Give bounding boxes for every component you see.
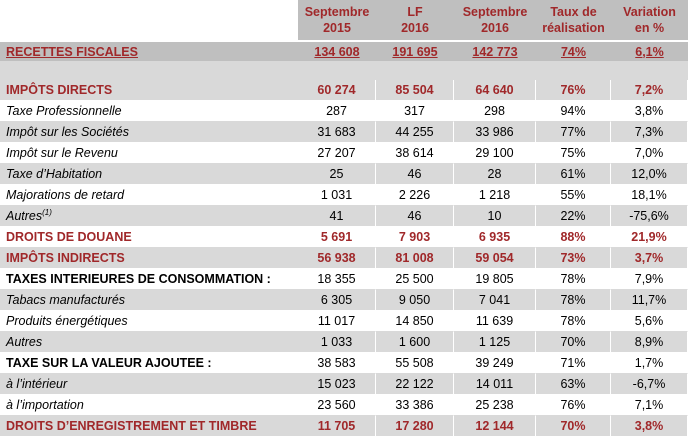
table-row xyxy=(0,269,688,290)
cell-taux: 76% xyxy=(536,395,611,416)
cell-lf-2016: 14 850 xyxy=(376,311,454,332)
cell-sep-2016: 7 041 xyxy=(454,290,536,311)
row-label: Autres xyxy=(0,332,298,353)
cell-lf-2016: 81 008 xyxy=(376,248,454,269)
cell-sep-2016: 298 xyxy=(454,101,536,122)
table-row xyxy=(0,311,688,332)
cell-variation: 7,1% xyxy=(611,395,688,416)
cell-sep-2016: 59 054 xyxy=(454,248,536,269)
cell-lf-2016: 1 600 xyxy=(376,332,454,353)
cell-sep-2016: 142 773 xyxy=(454,42,536,61)
cell-sep-2015: 31 683 xyxy=(298,122,376,143)
cell-taux: 75% xyxy=(536,143,611,164)
cell-sep-2016: 6 935 xyxy=(454,227,536,248)
cell-taux: 76% xyxy=(536,80,611,101)
cell-variation: 7,2% xyxy=(611,80,688,101)
header-blank-cell xyxy=(0,0,298,42)
cell-variation: 3,7% xyxy=(611,248,688,269)
cell-sep-2016: 14 011 xyxy=(454,374,536,395)
cell-taux: 88% xyxy=(536,227,611,248)
cell-variation: -75,6% xyxy=(611,206,688,227)
cell-lf-2016: 46 xyxy=(376,164,454,185)
cell-sep-2015: 41 xyxy=(298,206,376,227)
cell-variation: 5,6% xyxy=(611,311,688,332)
table-row-total xyxy=(0,42,688,61)
cell-sep-2016: 25 238 xyxy=(454,395,536,416)
cell-variation: 21,9% xyxy=(611,227,688,248)
row-label: Produits énergétiques xyxy=(0,311,298,332)
table-row xyxy=(0,143,688,164)
cell-taux: 78% xyxy=(536,269,611,290)
cell-lf-2016: 17 280 xyxy=(376,416,454,437)
cell-lf-2016: 85 504 xyxy=(376,80,454,101)
cell-variation: 11,7% xyxy=(611,290,688,311)
cell-sep-2016: 39 249 xyxy=(454,353,536,374)
row-label: à l’importation xyxy=(0,395,298,416)
cell-variation: -6,7% xyxy=(611,374,688,395)
cell-sep-2015: 27 207 xyxy=(298,143,376,164)
column-header: Septembre 2016 xyxy=(454,0,536,42)
cell-taux: 73% xyxy=(536,248,611,269)
row-label: DROITS DE DOUANE xyxy=(0,227,298,248)
cell-lf-2016: 2 226 xyxy=(376,185,454,206)
cell-sep-2015: 134 608 xyxy=(298,42,376,61)
cell-variation: 7,3% xyxy=(611,122,688,143)
cell-taux: 70% xyxy=(536,416,611,437)
cell-variation: 7,0% xyxy=(611,143,688,164)
cell-sep-2015: 25 xyxy=(298,164,376,185)
cell-taux: 70% xyxy=(536,332,611,353)
cell-sep-2015: 23 560 xyxy=(298,395,376,416)
table-row xyxy=(0,80,688,101)
cell-lf-2016: 44 255 xyxy=(376,122,454,143)
cell-sep-2016: 29 100 xyxy=(454,143,536,164)
cell-sep-2016: 1 218 xyxy=(454,185,536,206)
cell-taux: 94% xyxy=(536,101,611,122)
table-row xyxy=(0,122,688,143)
cell-lf-2016: 25 500 xyxy=(376,269,454,290)
table-row xyxy=(0,290,688,311)
row-label: Impôt sur les Sociétés xyxy=(0,122,298,143)
cell-variation: 18,1% xyxy=(611,185,688,206)
cell-variation: 12,0% xyxy=(611,164,688,185)
table-row xyxy=(0,206,688,227)
row-label: Impôt sur le Revenu xyxy=(0,143,298,164)
cell-sep-2015: 18 355 xyxy=(298,269,376,290)
cell-sep-2016: 10 xyxy=(454,206,536,227)
cell-sep-2015: 11 017 xyxy=(298,311,376,332)
table-row xyxy=(0,185,688,206)
cell-taux: 78% xyxy=(536,311,611,332)
cell-sep-2016: 33 986 xyxy=(454,122,536,143)
cell-sep-2016: 19 805 xyxy=(454,269,536,290)
column-header: LF 2016 xyxy=(376,0,454,42)
row-label: Majorations de retard xyxy=(0,185,298,206)
table-row xyxy=(0,332,688,353)
header-row xyxy=(0,0,688,42)
cell-variation: 3,8% xyxy=(611,416,688,437)
cell-sep-2016: 64 640 xyxy=(454,80,536,101)
row-label: IMPÔTS INDIRECTS xyxy=(0,248,298,269)
column-header: Variation en % xyxy=(611,0,688,42)
row-label: TAXE SUR LA VALEUR AJOUTEE : xyxy=(0,353,298,374)
cell-sep-2015: 38 583 xyxy=(298,353,376,374)
cell-sep-2016: 28 xyxy=(454,164,536,185)
cell-lf-2016: 55 508 xyxy=(376,353,454,374)
cell-taux: 71% xyxy=(536,353,611,374)
cell-sep-2015: 5 691 xyxy=(298,227,376,248)
column-header: Taux de réalisation xyxy=(536,0,611,42)
cell-variation: 8,9% xyxy=(611,332,688,353)
table-row xyxy=(0,248,688,269)
cell-sep-2015: 1 033 xyxy=(298,332,376,353)
row-label: TAXES INTERIEURES DE CONSOMMATION : xyxy=(0,269,298,290)
cell-lf-2016: 9 050 xyxy=(376,290,454,311)
cell-sep-2016: 1 125 xyxy=(454,332,536,353)
cell-lf-2016: 22 122 xyxy=(376,374,454,395)
cell-taux: 55% xyxy=(536,185,611,206)
cell-sep-2015: 60 274 xyxy=(298,80,376,101)
cell-lf-2016: 38 614 xyxy=(376,143,454,164)
cell-lf-2016: 33 386 xyxy=(376,395,454,416)
row-label: Tabacs manufacturés xyxy=(0,290,298,311)
cell-taux: 22% xyxy=(536,206,611,227)
cell-taux: 63% xyxy=(536,374,611,395)
cell-variation: 3,8% xyxy=(611,101,688,122)
cell-sep-2015: 6 305 xyxy=(298,290,376,311)
cell-sep-2015: 11 705 xyxy=(298,416,376,437)
table-row xyxy=(0,101,688,122)
table-row xyxy=(0,227,688,248)
table-row xyxy=(0,353,688,374)
cell-variation: 7,9% xyxy=(611,269,688,290)
cell-sep-2015: 287 xyxy=(298,101,376,122)
cell-sep-2015: 15 023 xyxy=(298,374,376,395)
cell-lf-2016: 7 903 xyxy=(376,227,454,248)
cell-lf-2016: 317 xyxy=(376,101,454,122)
table-row xyxy=(0,164,688,185)
row-label: RECETTES FISCALES xyxy=(0,42,298,61)
cell-variation: 1,7% xyxy=(611,353,688,374)
table-row xyxy=(0,395,688,416)
row-label: Autres$^{(1)}$ xyxy=(0,206,298,227)
footnote-marker: (1) xyxy=(42,208,52,218)
table-row xyxy=(0,374,688,395)
cell-taux: 78% xyxy=(536,290,611,311)
cell-taux: 61% xyxy=(536,164,611,185)
cell-lf-2016: 46 xyxy=(376,206,454,227)
row-label: IMPÔTS DIRECTS xyxy=(0,80,298,101)
cell-sep-2015: 1 031 xyxy=(298,185,376,206)
cell-sep-2016: 11 639 xyxy=(454,311,536,332)
cell-taux: 77% xyxy=(536,122,611,143)
column-header: Septembre 2015 xyxy=(298,0,376,42)
cell-lf-2016: 191 695 xyxy=(376,42,454,61)
cell-sep-2015: 56 938 xyxy=(298,248,376,269)
row-label: à l’intérieur xyxy=(0,374,298,395)
spacer-row xyxy=(0,61,688,80)
cell-variation: 6,1% xyxy=(611,42,688,61)
row-label: Taxe Professionnelle xyxy=(0,101,298,122)
row-label: DROITS D’ENREGISTREMENT ET TIMBRE xyxy=(0,416,298,437)
cell-taux: 74% xyxy=(536,42,611,61)
cell-sep-2016: 12 144 xyxy=(454,416,536,437)
row-label: Taxe d’Habitation xyxy=(0,164,298,185)
table-row xyxy=(0,416,688,437)
